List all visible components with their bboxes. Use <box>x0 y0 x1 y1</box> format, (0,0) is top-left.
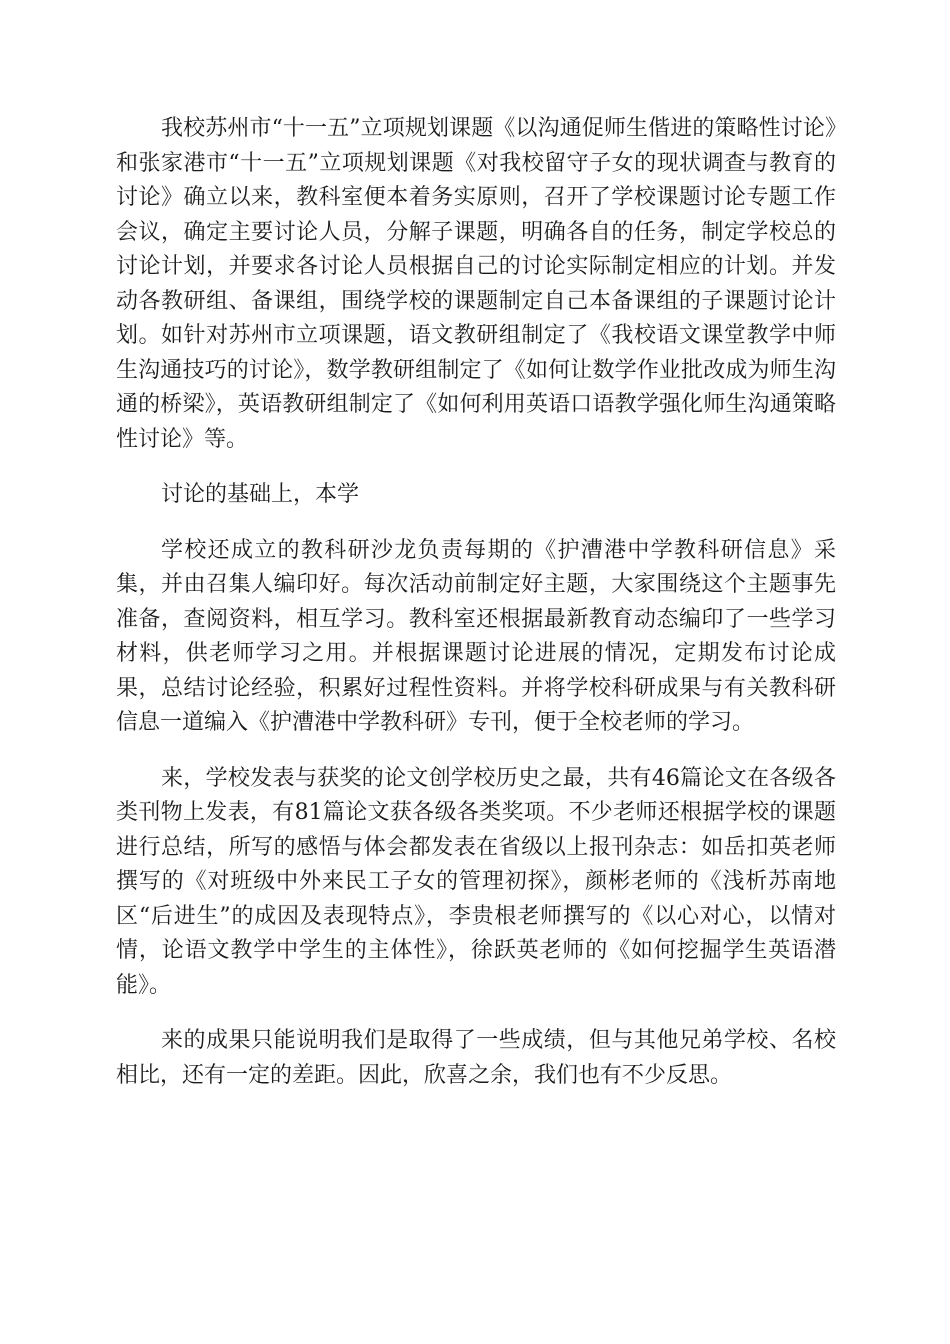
paragraph-research-plan: 我校苏州市“十一五”立项规划课题《以沟通促师生偕进的策略性讨论》和张家港市“十一五”立项规划课题《对我校留守子女的现状调查与教育的讨论》确立以来，教科室便本着务实原则，召开了学校课题讨论专题工作会议，确定主要讨论人员，分解子课题，明确各自的任务，制定学校总的讨论计划，并要求各讨论人员根据自己的讨论实际制定相应的计划。并发动各教研组、备课组，围绕学校的课题制定自己本备课组的子课题讨论计划。如针对苏州市立项课题，语文教研组制定了《我校语文课堂教学中师生沟通技巧的讨论》，数学教研组制定了《如何让数学作业批改成为师生沟通的桥梁》，英语教研组制定了《如何利用英语口语教学强化师生沟通策略性讨论》等。 <box>116 116 836 452</box>
document-body <box>116 112 836 1093</box>
paragraph-semester-fragment: 讨论的基础上，本学 <box>161 482 360 507</box>
paragraph-research-salon: 学校还成立的教科研沙龙负责每期的《护漕港中学教科研信息》采集，并由召集人编印好。每次活动前制定好主题，大家围绕这个主题事先准备，查阅资料，相互学习。教科室还根据最新教育动态编印了一些学习材料，供老师学习之用。并根据课题讨论进展的情况，定期发布讨论成果，总结讨论经验，积累好过程性资料。并将学校科研成果与有关教科研信息一道编入《护漕港中学教科研》专刊，便于全校老师的学习。 <box>116 537 836 735</box>
paragraph-reflection: 来的成果只能说明我们是取得了一些成绩，但与其他兄弟学校、名校相比，还有一定的差距。因此，欣喜之余，我们也有不少反思。 <box>116 1028 836 1088</box>
paragraph-published-papers: 来，学校发表与获奖的论文创学校历史之最，共有46篇论文在各级各类刊物上发表，有81篇论文获各级各类奖项。不少老师还根据学校的课题进行总结，所写的感悟与体会都发表在省级以上报刊杂志：如岳扣英老师撰写的《对班级中外来民工子女的管理初探》，颜彬老师的《浅析苏南地区“后进生”的成因及表现特点》，李贵根老师撰写的《以心对心，以情对情，论语文教学中学生的主体性》，徐跃英老师的《如何挖掘学生英语潜能》。 <box>116 765 836 998</box>
